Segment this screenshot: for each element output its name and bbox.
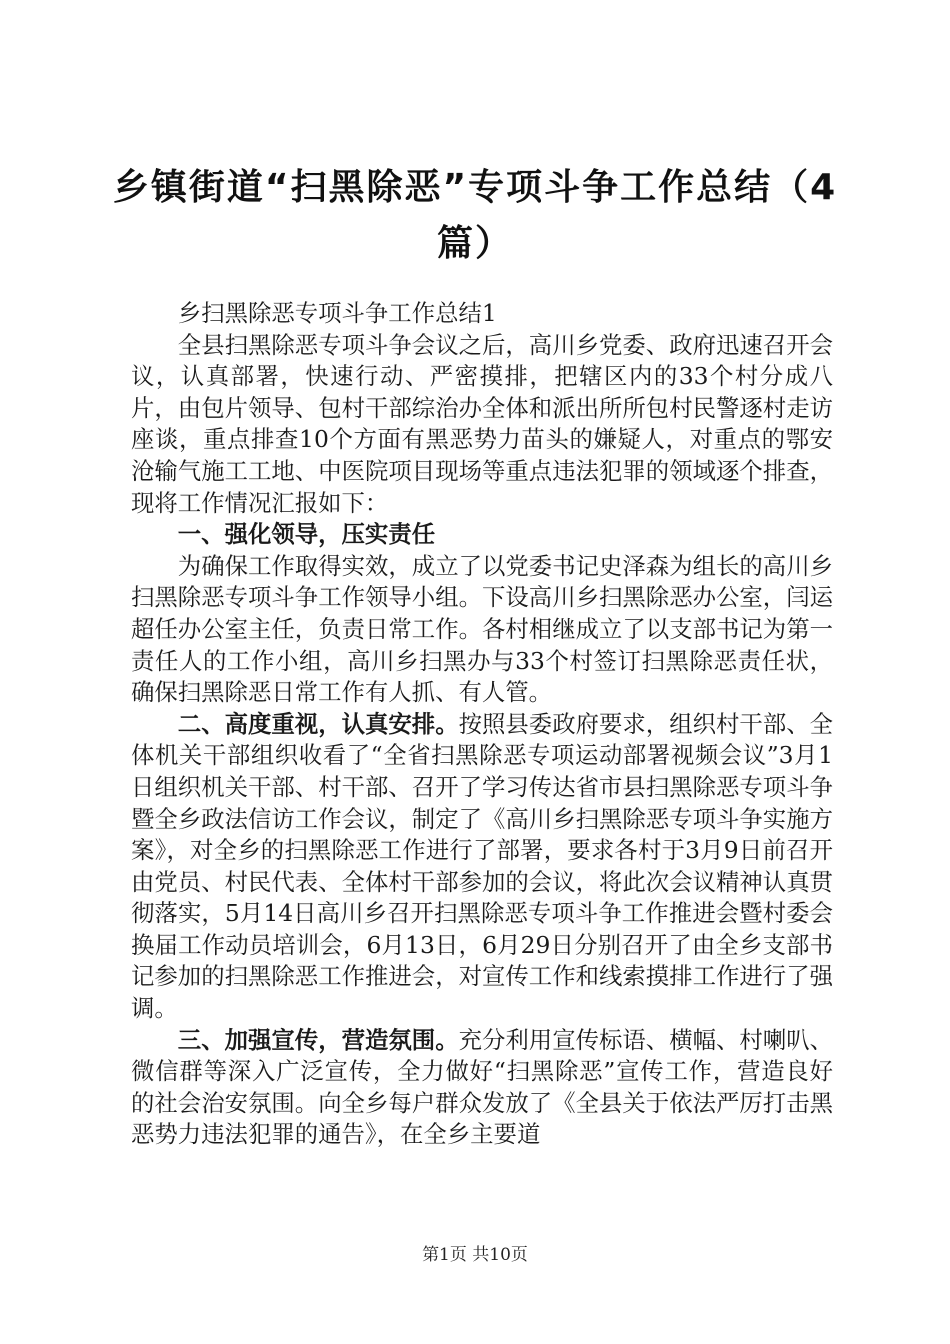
section2-paragraph [131,709,833,1025]
section1-heading: 一、强化领导，压实责任 [177,520,436,549]
section1-paragraph: 为确保工作取得实效，成立了以党委书记史泽森为组长的高川乡扫黑除恶专项斗争工作领导小组。下设高川乡扫黑除恶办公室，闫运超任办公室主任，负责日常工作。各村相继成立了以支部书记为第一责任人的工作小组，高川乡扫黑办与33个村签订扫黑除恶责任状，确保扫黑除恶日常工作有人抓、有人管。 [131,551,833,707]
document-subtitle: 乡扫黑除恶专项斗争工作总结1 [177,299,497,327]
section2-text: 按照县委政府要求，组织村干部、全体机关干部组织收看了“全省扫黑除恶专项运动部署视频会议”3月1日组织机关干部、村干部、召开了学习传达省市县扫黑除恶专项斗争暨全乡政法信访工作会议，制定了《高川乡扫黑除恶专项斗争实施方案》，对全乡的扫黑除恶工作进行了部署，要求各村于3月9日前召开由党员、村民代表、全体村干部参加的会议，将此次会议精神认真贯彻落实，5月14日高川乡召开扫黑除恶专项斗争工作推进会暨村委会换届工作动员培训会，6月13日，6月29日分别召开了由全乡支部书记参加的扫黑除恶工作推进会，对宣传工作和线索摸排工作进行了强调。 [131,709,834,1023]
section3-text: 充分利用宣传标语、横幅、村喇叭、微信群等深入广泛宣传，全力做好“扫黑除恶”宣传工作，营造良好的社会治安氛围。向全乡每户群众发放了《全县关于依法严厉打击黑恶势力违法犯罪的通告》，在全乡主要道 [131,1025,834,1149]
section2-heading: 二、高度重视，认真安排。 [177,709,459,738]
intro-paragraph: 全县扫黑除恶专项斗争会议之后，高川乡党委、政府迅速召开会议，认真部署，快速行动、严密摸排，把辖区内的33个村分成八片，由包片领导、包村干部综治办全体和派出所所包村民警逐村走访座谈，重点排查10个方面有黑恶势力苗头的嫌疑人，对重点的鄂安沧输气施工工地、中医院项目现场等重点违法犯罪的领域逐个排查，现将工作情况汇报如下： [131,330,833,517]
section3-heading: 三、加强宣传，营造氛围。 [177,1025,459,1054]
section3-paragraph [131,1025,833,1151]
page-footer: 第1页 共10页 [422,1245,528,1265]
document-title: 乡镇街道“扫黑除恶”专项斗争工作总结（4篇） [112,167,838,264]
document-body [131,298,833,1151]
